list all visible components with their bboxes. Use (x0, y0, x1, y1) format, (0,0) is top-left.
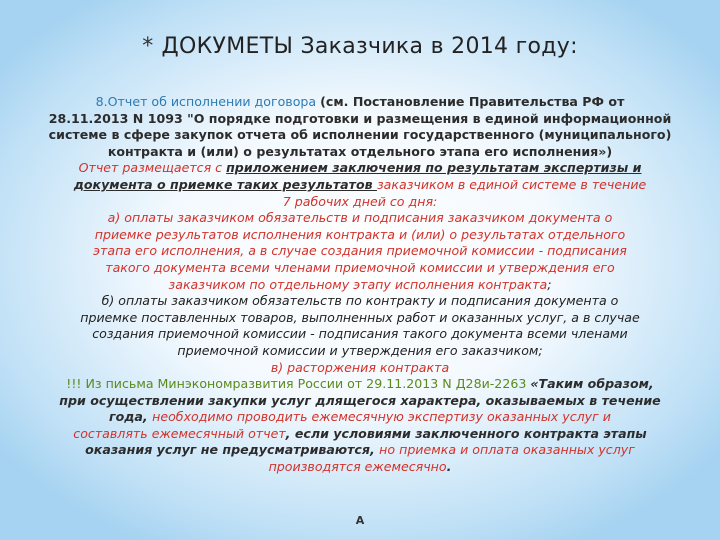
text-line (40, 227, 680, 244)
text-segment: 28.11.2013 N 1093 "О порядке подготовки и размещения в единой информационной (48, 110, 672, 126)
text-segment: приемке поставленных товаров, выполненных работ и оказанных услуг, а в случае (80, 309, 640, 325)
text-line (40, 293, 680, 310)
text-segment: при осуществлении закупки услуг длящегося характера, оказываемых в течение (59, 392, 661, 408)
text-line (40, 376, 680, 393)
text-line (40, 426, 680, 443)
text-line (40, 243, 680, 260)
text-segment: а) оплаты заказчиком обязательств и подписания заказчиком документа о (107, 210, 613, 226)
text-line (40, 127, 680, 144)
text-line (40, 409, 680, 426)
text-segment: приемке результатов исполнения контракта и (или) о результатах отдельного (94, 226, 626, 242)
text-segment: 7 рабочих дней со дня: (282, 193, 438, 209)
text-line (40, 94, 680, 111)
text-segment: заказчиком по отдельному этапу исполнения контракта (168, 276, 548, 292)
text-segment: производятся ежемесячно (268, 459, 447, 475)
text-line (40, 111, 680, 128)
text-segment: системе в сфере закупок отчета об исполнении государственного (муниципального) (48, 127, 672, 143)
text-line (40, 160, 680, 177)
text-segment: в) расторжения контракта (270, 359, 450, 375)
text-segment: этапа его исполнения, а в случае создания приемочной комиссии - подписания (93, 243, 627, 259)
text-line (40, 310, 680, 327)
slide-title (0, 34, 720, 59)
text-segment: . (446, 459, 452, 475)
text-segment: Отчет размещается с (78, 160, 227, 176)
text-line (40, 277, 680, 294)
text-segment: оказания услуг не предусматриваются, (85, 442, 380, 458)
text-line (40, 343, 680, 360)
text-line (40, 194, 680, 211)
text-line (40, 144, 680, 161)
text-segment: но приемка и оплата оказанных услуг (379, 442, 635, 458)
text-line (40, 260, 680, 277)
text-segment: !!! Из письма Минэкономразвития России от 29.11.2013 N Д28и-2263 (66, 376, 531, 392)
text-segment: б) оплаты заказчиком обязательств по контракту и подписания документа о (101, 293, 619, 309)
text-line (40, 210, 680, 227)
text-segment: составлять ежемесячный отчет (73, 425, 286, 441)
text-segment: заказчиком в единой системе в течение (376, 176, 647, 192)
slide-body (40, 94, 680, 476)
footer-mark: А (355, 514, 365, 527)
text-line (40, 360, 680, 377)
text-line (40, 326, 680, 343)
text-segment: такого документа всеми членами приемочной комиссии и утверждения его (105, 259, 615, 275)
text-segment: необходимо проводить ежемесячную экспертизу оказанных услуг и (152, 409, 611, 425)
text-segment: 8.Отчет об исполнении договора (95, 94, 321, 109)
bullet-star-icon: * (142, 34, 154, 59)
text-line (40, 442, 680, 459)
text-segment: года, (109, 409, 153, 425)
text-segment: приложением заключения по результатам экспертизы и (226, 160, 642, 176)
text-segment: «Таким образом, (530, 376, 654, 392)
text-segment: (см. Постановление Правительства РФ от (320, 94, 625, 109)
text-segment: создания приемочной комиссии - подписания такого документа всеми членами (92, 326, 628, 342)
text-segment: , если условиями заключенного контракта этапы (285, 425, 647, 441)
text-segment: контракта и (или) о результатах отдельного этапа его исполнения») (107, 143, 613, 159)
text-line (40, 459, 680, 476)
slide-title-text: ДОКУМЕТЫ Заказчика в 2014 году: (161, 34, 578, 59)
text-segment: приемочной комиссии и утверждения его заказчиком; (177, 342, 543, 358)
text-segment: документа о приемке таких результатов (73, 176, 377, 192)
text-line (40, 177, 680, 194)
text-segment: ; (547, 276, 552, 292)
text-line (40, 393, 680, 410)
